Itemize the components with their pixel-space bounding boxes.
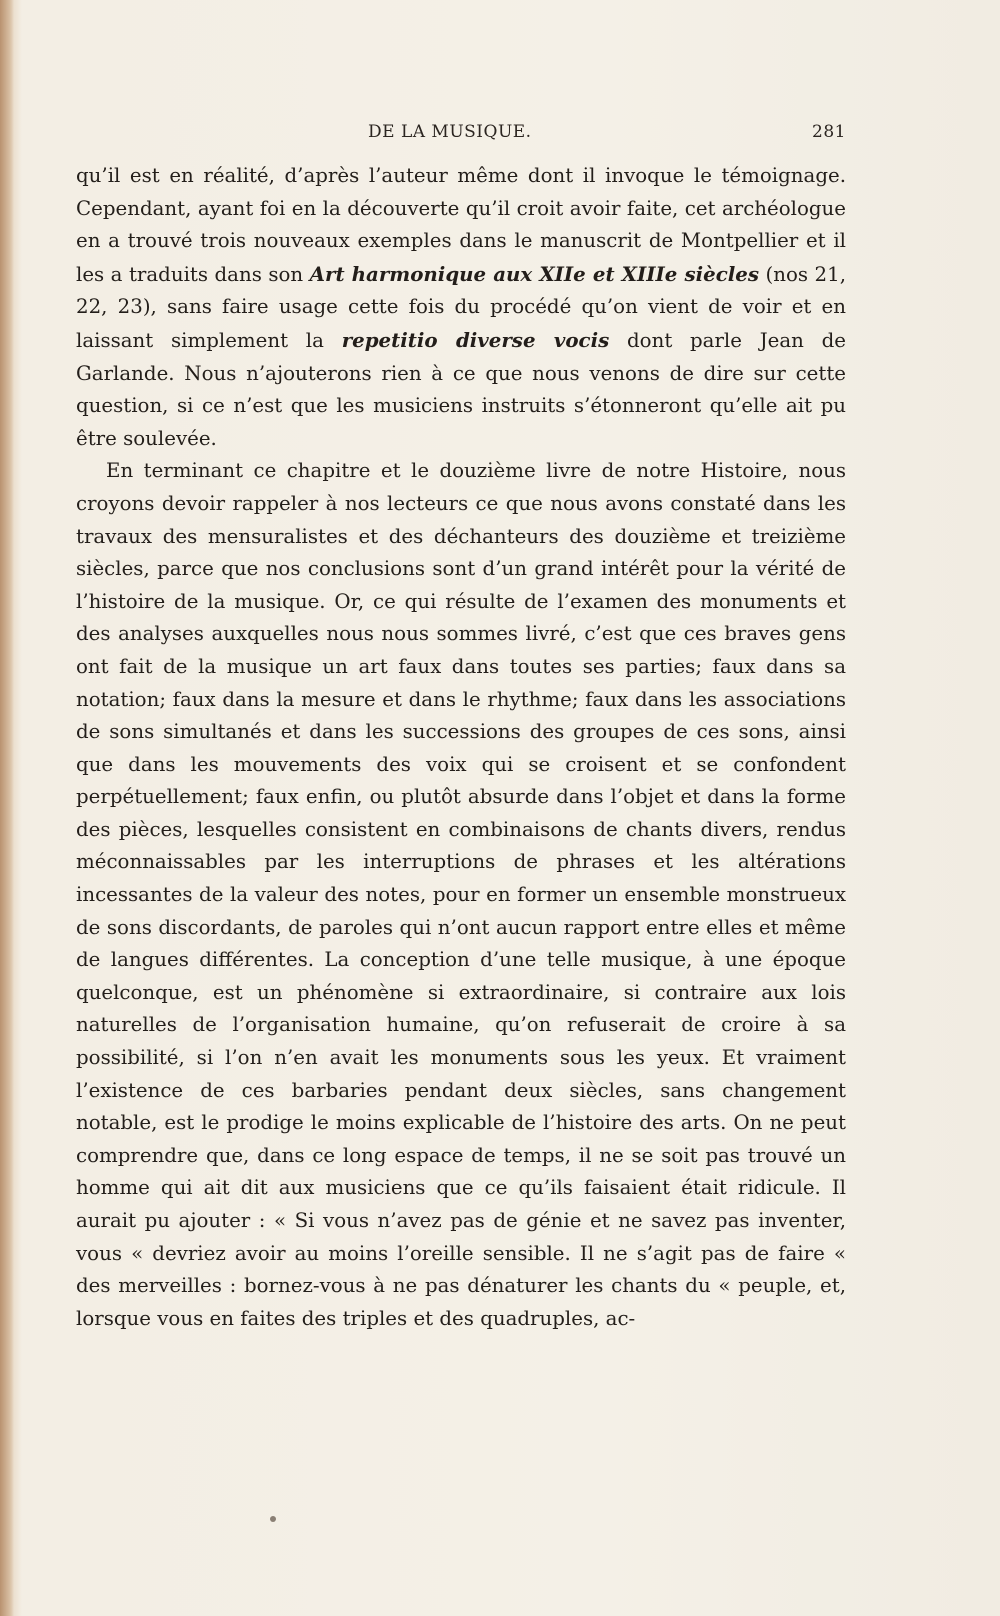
book-spine-shadow — [0, 0, 14, 1616]
text-segment: dont parle Jean de Garlande. Nous n’ajouterons rien à ce que nous venons de dire sur cette question, si ce n’est que les musiciens instruits s’étonneront qu’elle ait pu être soulevée. — [76, 328, 846, 450]
book-title-italic: Art harmonique aux XIIe et XIIIe siècles — [309, 261, 759, 286]
text-segment: (nos 21, 22, 23), sans faire usage cette fois du procédé qu’on vient de voir et en laissant simplement la — [76, 262, 846, 352]
text-segment: qu’il est en réalité, d’après l’auteur même dont il invoque le témoignage. Cependant, ayant foi en la découverte qu’il croit avoir faite, cet archéologue en a trouvé trois nouveaux exemples dans le manuscrit de Montpellier et il les a traduits dans son — [76, 164, 846, 286]
latin-term-italic: repetitio diverse vocis — [341, 327, 610, 352]
body-text — [76, 160, 846, 1335]
text-segment: En terminant ce chapitre et le douzième livre de notre Histoire, nous croyons devoir rappeler à nos lecteurs ce que nous avons constaté dans les travaux des mensuralistes et des déchanteurs des douzième et treizième siècles, parce que nos conclusions sont d’un grand intérêt pour la vérité de l’histoire de la musique. Or, ce qui résulte de l’examen des monuments et des analyses auxquelles nous nous sommes livré, c’est que ces braves gens ont fait de la musique un art faux dans toutes ses parties; faux dans sa notation; faux dans la mesure et dans le rhythme; faux dans les associations de sons simultanés et dans les successions des groupes de ces sons, ainsi que dans les mouvements des voix qui se croisent et se confondent perpétuellement; faux enfin, ou plutôt absurde dans l’objet et dans la forme des pièces, lesquelles consistent en combinaisons de chants divers, rendus méconnaissables par les interruptions de phrases et les altérations incessantes de la valeur des notes, pour en former un ensemble monstrueux de sons discordants, de paroles qui n’ont aucun rapport entre elles et même de langues différentes. La conception d’une telle musique, à une époque quelconque, est un phénomène si extraordinaire, si contraire aux lois naturelles de l’organisation humaine, qu’on refuserait de croire à sa possibilité, si l’on n’en avait les monuments sous les yeux. Et vraiment l’existence de ces barbaries pendant deux siècles, sans changement notable, est le prodige le moins explicable de l’histoire des arts. On ne peut comprendre que, dans ce long espace de temps, il ne se soit pas trouvé un homme qui ait dit aux musiciens que ce qu’ils faisaient était ridicule. Il aurait pu ajouter : « Si vous n’avez pas de génie et ne savez pas inventer, vous « devriez avoir au moins l’oreille sensible. Il ne s’agit pas de faire « des merveilles : bornez-vous à ne pas dénaturer les chants du « peuple, et, lorsque vous en faites des triples et des quadruples, ac- — [76, 459, 846, 1330]
print-speck — [270, 1516, 276, 1522]
page-number: 281 — [812, 122, 846, 142]
page-header — [76, 122, 846, 148]
running-title: DE LA MUSIQUE. — [368, 122, 532, 142]
paragraph-2 — [76, 455, 846, 1335]
paragraph-1 — [76, 160, 846, 455]
